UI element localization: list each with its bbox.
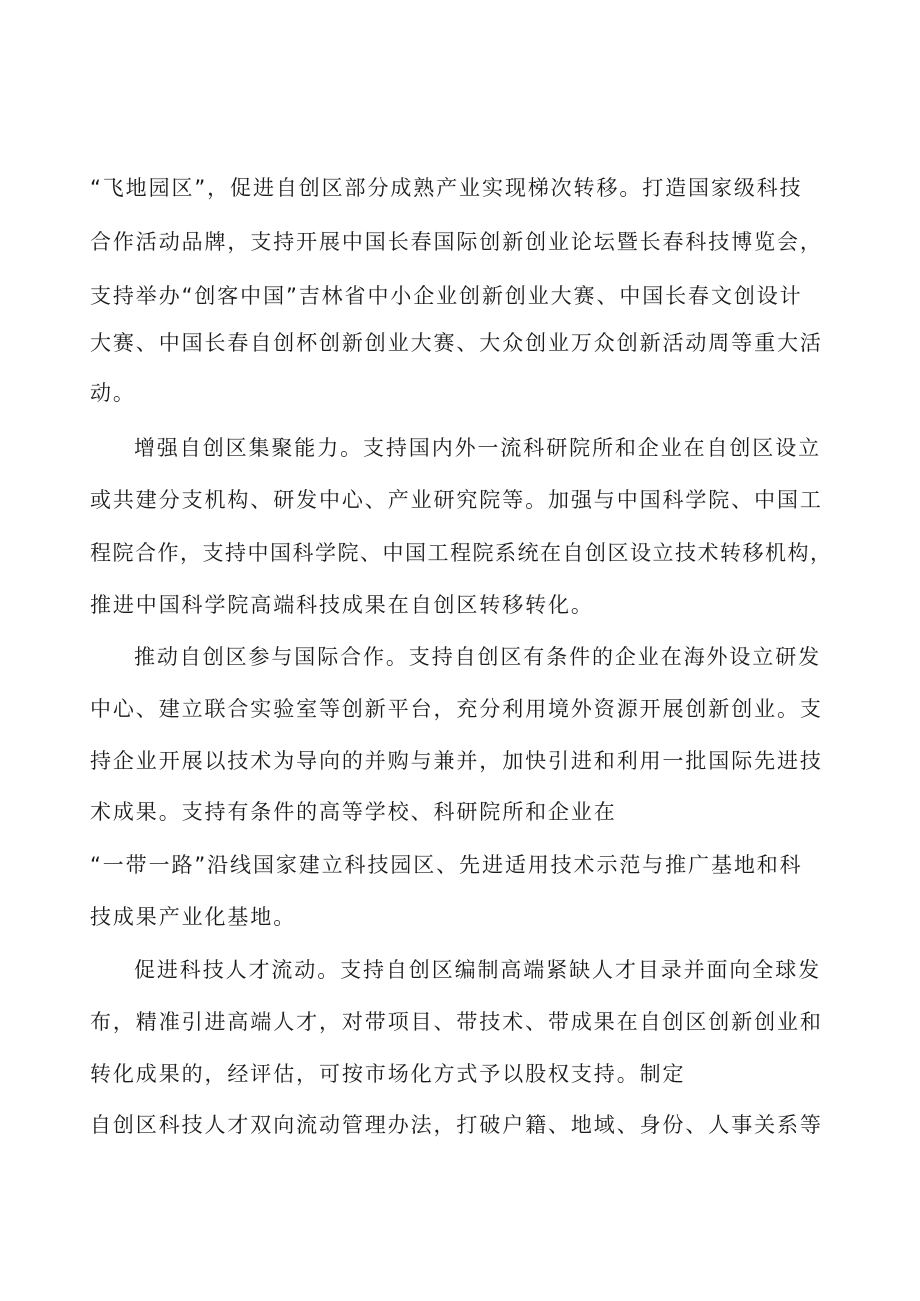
text-line: “一带一路”沿线国家建立科技园区、先进适用技术示范与推广基地和科 (90, 853, 803, 877)
text-line: 持企业开展以技术为导向的并购与兼并，加快引进和利用一批国际先进技 (90, 749, 823, 773)
text-line: 程院合作，支持中国科学院、中国工程院系统在自创区设立技术转移机构， (90, 541, 833, 565)
text-line: “飞地园区”，促进自创区部分成熟产业实现梯次转移。打造国家级科技 (90, 176, 803, 200)
text-line: 技成果产业化基地。 (90, 905, 297, 929)
text-line: 合作活动品牌，支持开展中国长春国际创新创业论坛暨长春科技博览会， (90, 230, 823, 254)
text-line: 动。 (90, 381, 136, 405)
text-line: 布，精准引进高端人才，对带项目、带技术、带成果在自创区创新创业和 (90, 1010, 823, 1034)
text-line: 术成果。支持有条件的高等学校、科研院所和企业在 (90, 800, 617, 824)
text-line: 转化成果的，经评估，可按市场化方式予以股权支持。制定 (90, 1062, 686, 1086)
text-line: 自创区科技人才双向流动管理办法，打破户籍、地域、身份、人事关系等 (90, 1113, 823, 1137)
paragraph-start-line: 增强自创区集聚能力。支持国内外一流科研院所和企业在自创区设立 (134, 436, 821, 460)
text-line: 推进中国科学院高端科技成果在自创区转移转化。 (90, 593, 594, 617)
text-line: 支持举办“创客中国”吉林省中小企业创新创业大赛、中国长春文创设计 (90, 284, 803, 308)
text-line: 中心、建立联合实验室等创新平台，充分利用境外资源开展创新创业。支 (90, 697, 823, 721)
text-line: 或共建分支机构、研发中心、产业研究院等。加强与中国科学院、中国工 (90, 488, 823, 512)
paragraph-start-line: 推动自创区参与国际合作。支持自创区有条件的企业在海外设立研发 (134, 645, 821, 669)
text-line: 大赛、中国长春自创杯创新创业大赛、大众创业万众创新活动周等重大活 (90, 331, 823, 355)
paragraph-start-line: 促进科技人才流动。支持自创区编制高端紧缺人才目录并面向全球发 (134, 958, 821, 982)
